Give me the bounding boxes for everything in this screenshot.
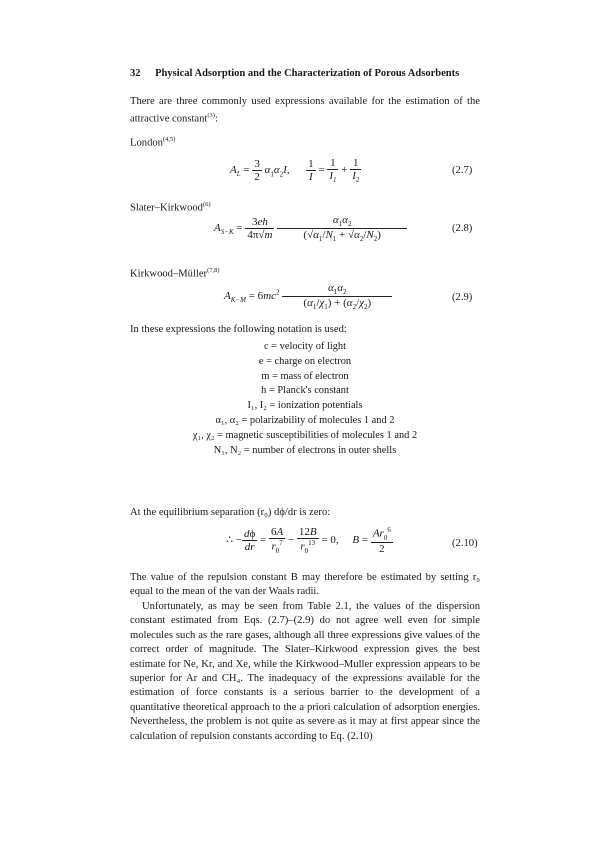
eq-number-2-8: (2.8) — [452, 223, 473, 234]
slater-label — [130, 201, 211, 214]
london-label-text: London — [130, 137, 163, 149]
running-title: Physical Adsorption and the Characterization of Porous Adsorbents — [155, 68, 460, 79]
equation-2-10: ∴ − $\frac{d\phi}{dr}$ = $\frac{6A}{r_0^7}$ − $\frac{12B}{r_0^{13}}$ = 0, B = $\frac{Ar_0^6}{2}$ — [226, 526, 391, 555]
eq-number-2-7: (2.7) — [452, 165, 473, 176]
page-number: 32 — [130, 68, 141, 79]
slater-ref: (6) — [202, 201, 211, 208]
paragraph-repulsion: The value of the repulsion constant B may therefore be estimated by setting r₀ equal to the mean of the van der Waals radii. — [130, 572, 480, 598]
notation-item: I₁, I₂ = ionization potentials — [247, 400, 363, 412]
intro-ref: (3) — [207, 112, 215, 120]
equation-2-9: $A_{K-M} = 6mc^2$ $\frac{\alpha_1\alpha_2}{(\alpha_1/\chi_1) + (\alpha_2/\chi_2)}$ — [224, 282, 392, 311]
kirkwood-ref: (7,8) — [207, 267, 220, 274]
london-label — [130, 136, 175, 149]
notation-intro: In these expressions the following notation is used: — [130, 324, 347, 335]
kirkwood-label-text: Kirkwood–Müller — [130, 268, 208, 280]
intro-text: There are three commonly used expressions available for the estimation of the attractive constant — [130, 96, 480, 125]
kirkwood-label — [130, 267, 220, 280]
equation-2-7: $A_L$ = $\frac{3}{2}$ $\alpha_1\alpha_2I$, $\frac{1}{I}$ = $\frac{1}{I_1}$ + $\frac{1}{I_2}$ — [230, 157, 360, 185]
paragraph-unfortunately: Unfortunately, as may be seen from Table 2.1, the values of the dispersion constant estimated from Eqs. (2.7)–(2.9) do not agree well even for simple molecules such as the rare gases, although all three expressions give values of the correct order of magnitude. The Slater–Kirkwood expression gives the best estimate for Ne, Kr, and Xe, while the Kirkwood–Muller expression appears to be superior for Ar and CH₄. The inadequacy of the expressions available for the estimation of force constants is a serious barrier to the development of a quantitative theoretical approach to the a priori calculation of adsorption energies. Nevertheless, the problem is not quite as severe as it may at first appear since the calculation of repulsion constants according to Eq. (2.10) — [130, 601, 480, 742]
running-header — [130, 68, 459, 79]
slater-label-text: Slater–Kirkwood — [130, 202, 203, 214]
notation-item: N₁, N₂ = number of electrons in outer shells — [213, 444, 397, 456]
eq-number-2-10: (2.10) — [452, 538, 478, 549]
equation-2-8: $A_{S-K}$ = $\frac{3eh}{4\pi√m}$ $\frac{\alpha_1\alpha_2}{(√\alpha_1/N_1 + √\alpha_2/N_2)}$ — [214, 214, 407, 243]
intro-paragraph — [130, 95, 480, 127]
notation-list — [130, 340, 480, 458]
london-ref: (4,5) — [162, 136, 176, 143]
notation-item: c = velocity of light — [263, 341, 347, 352]
notation-item: e = charge on electron — [258, 355, 352, 367]
intro-colon: : — [214, 113, 218, 125]
notation-item: χ₁, χ₂ = magnetic susceptibilities of molecules 1 and 2 — [192, 429, 418, 441]
eq-number-2-9: (2.9) — [452, 292, 473, 303]
equilibrium-text: At the equilibrium separation (r₀) dϕ/dr is zero: — [130, 507, 331, 518]
notation-item: h = Planck's constant — [261, 385, 349, 397]
notation-item: m = mass of electron — [261, 370, 349, 382]
notation-item: α₁, α₂ = polarizability of molecules 1 and 2 — [215, 414, 395, 426]
